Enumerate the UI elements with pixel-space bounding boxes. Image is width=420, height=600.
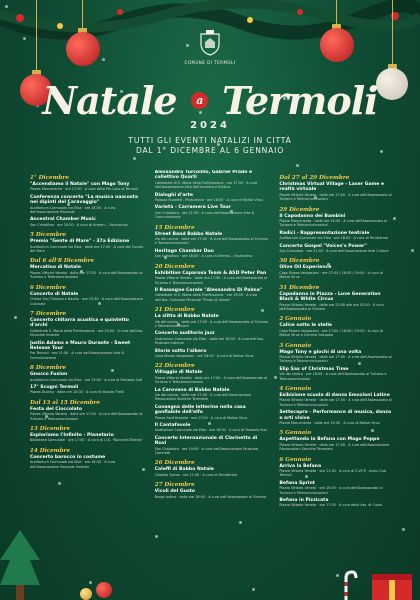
event-item <box>155 467 270 477</box>
program-column <box>279 170 394 590</box>
event-item <box>30 407 145 421</box>
event-item <box>155 489 270 499</box>
event-item <box>155 349 270 359</box>
event-item <box>279 265 394 279</box>
event-title: Gnocco Fusion <box>30 372 68 378</box>
event-details: Piazza Vittorio Veneto · dalle ore 17:00 · A cura dell'Assessorato al Turismo e Telecomunicazioni <box>154 375 268 385</box>
day-heading: 27 Dicembre <box>154 482 195 489</box>
snowflake-icon <box>133 157 136 160</box>
event-item <box>155 271 270 285</box>
event-item <box>30 433 145 443</box>
event-item <box>30 265 145 279</box>
event-title: Concerto barocco in costume <box>30 454 106 460</box>
event-title: Storie sotto l'albero <box>154 348 207 354</box>
event-title: Settecapra - Performance di musica, danza e arti visive <box>279 410 392 421</box>
day-heading: 6 Gennaio <box>279 456 312 463</box>
event-title: Festa del Cioccolato <box>30 406 83 412</box>
event-details: Biblioteca Comunale · ore 17:00 · A cura di I.I.S. "Boccardi-Tiberio" <box>30 438 143 443</box>
event-item <box>155 370 270 384</box>
event-item <box>155 205 270 219</box>
ornament-ball-icon <box>80 588 92 600</box>
event-title: Radici - Rappresentazione teatrale <box>279 230 370 236</box>
event-item <box>279 244 394 254</box>
event-title: Premio "Gente di Mare" - 37a Edizione <box>30 239 130 245</box>
event-item <box>30 318 145 338</box>
event-title: Caleffi di Babbo Natale <box>154 467 214 473</box>
event-details: Piazza Vittorio Veneto · dalle ore 17:00 · A cura dell'Assessorato al Turismo e Telecomunicazioni <box>30 270 143 280</box>
event-details: Casa Museo Vespasiani · ore 18:00 · A cura di Molise Virus <box>154 353 254 358</box>
event-details: Piazza Sant'Antonio · ore 17:00 · A cura di Molise Virus <box>154 415 248 420</box>
event-item <box>155 288 270 302</box>
event-details: Vie del centro · ore 18:00 · A cura dell'Assessorato al Turismo e Telecomunicazioni <box>279 372 387 381</box>
event-title: Consegna delle letterine nella casa gonfiabile dell'elfo <box>154 404 246 416</box>
event-item <box>155 170 270 190</box>
event-title: Street Band Babbo Natale <box>154 231 223 237</box>
event-details: Auditorium Comunale via Elba · ore 18:00 · A cura di Terraferma <box>279 236 389 241</box>
event-item <box>279 182 394 202</box>
event-item <box>30 455 145 469</box>
event-details: San Cristoforo · ore 21:00 · A cura dell'Associazione Arte Culture <box>279 249 389 254</box>
event-title: Calice sotto le stelle <box>279 323 333 329</box>
event-title: Heritage Chamber Duo <box>154 248 214 254</box>
event-item <box>279 367 394 381</box>
snowflake-icon <box>411 249 414 252</box>
event-details: Auditorium Comunale via Elba · ore 18:30 · A cura dell'Associazione Musicale Insieme <box>30 460 116 469</box>
event-title: La slitta di Babbo Natale <box>154 314 219 320</box>
event-title: Ancestral Chamber Music <box>30 217 96 223</box>
event-item <box>30 341 145 361</box>
event-details: Borgo antico · dalle ore 18:00 · A cura dell'Assessorato al Turismo <box>154 494 267 499</box>
snowflake-icon <box>296 164 299 167</box>
event-item <box>279 410 394 425</box>
event-title: 17° Scugnì Termoli <box>30 384 79 390</box>
event-details: Palazzo Ruzzetti - Pinacoteca · ore 18:00 · A cura di Molise Virus <box>154 198 264 203</box>
event-details: Piazza Vittorio Veneto · dalle ore 17:00 · A cura dell'Associazione Rievocazioni Storiche Termolesi <box>279 442 390 452</box>
candy-cane-icon <box>342 570 358 600</box>
event-title: Concerto chitarra acustica e quintetto d'archi <box>30 317 129 329</box>
event-title: "Accendiamo il Natale" con Mago Tony <box>30 182 130 187</box>
event-details: Piazza Vittorio Veneto · ore 17:30 · A cura della Ass. di Cuola <box>279 503 383 508</box>
event-details: Pro Termoli · ore 21:00 · A cura dell'Associazione Arte & Comunicazione <box>30 351 125 360</box>
event-details: Piazza Vittorio Veneto · dalle ore 17:00 · A cura dell'Assessorato al Turismo e Telecomunicazioni <box>154 276 268 285</box>
snowflake-icon <box>14 316 17 319</box>
day-heading: 13 Dicembre <box>30 426 71 432</box>
event-item <box>155 232 270 246</box>
event-item <box>155 249 270 259</box>
event-item <box>279 481 394 495</box>
day-heading: 26 Dicembre <box>154 460 195 467</box>
event-title: Befana Sprint <box>279 480 315 486</box>
event-title: Concerto Internazionale di Clarinetto di Nuvi <box>154 435 258 447</box>
event-item <box>155 423 270 433</box>
event-title: La Carovana di Babbo Natale <box>154 387 230 393</box>
event-details: Casa Museo Vespasiani · ore 17:00 / 18:00 / 19:00 · A cura di Molise Virus e Cantine Gacagna <box>279 328 383 338</box>
event-details: Piazza Vittorio Veneto · dalle ore 17:00 · A cura dell'Assessorato al Turismo e Telecomunicazioni <box>30 412 143 421</box>
event-details: Auditorium Comunale via Elba · dalle ore 18:00 · A cura dell'Ass. Musicale Insieme <box>154 336 265 346</box>
page-title <box>0 78 420 123</box>
event-title: Alessandro Turcolillo, Gabriel Prado e collettivo Quarti <box>154 170 253 181</box>
event-title: Mago Tony e giochi di una volta <box>279 349 362 355</box>
snowflake-icon <box>380 150 383 153</box>
event-title: Concerto di Natale <box>30 291 79 297</box>
ornament-ball-icon <box>66 32 100 66</box>
event-title: Conferenza concerto "La musica nascosta nei dipinti del Caravaggio" <box>30 194 138 206</box>
event-details: Piazza Vittorio Veneto · dalle ore 17:00 · A cura dell'Assessorato al Turismo e Telecomunicazioni <box>279 398 392 407</box>
event-title: Befana in Pizzicata <box>279 498 329 504</box>
event-details: Piazza Vittorio Veneto · ore 15:00 · A cura dell'Assessorato al Turismo e Telecomunicazioni <box>279 486 383 495</box>
day-heading: 15 Dicembre <box>154 224 195 231</box>
event-details: Piazza Monumento · ore 17:00 · A cura della Pro Loco di Termoli <box>30 187 138 192</box>
event-details: Castello Svevo · ore 11:00 · A cura di Terraferma <box>154 472 237 477</box>
program-column <box>30 170 145 590</box>
event-item <box>155 314 270 328</box>
event-item <box>279 498 394 508</box>
day-heading: 8 Dicembre <box>30 365 67 372</box>
event-item <box>279 323 394 337</box>
event-details: Cattedrale di S. Maria della Purificazione · ore 19:00 · A cura dell'Ass. Culturale Musicale "Punto di Valore" <box>154 293 258 302</box>
event-title: Esibizione scuola di danza Emozioni Latine <box>279 392 390 398</box>
event-title: Elip Sax of Christmas Time <box>279 366 349 372</box>
event-item <box>279 231 394 241</box>
title-natale: Natale <box>42 78 177 123</box>
event-item <box>30 195 145 215</box>
event-title: Mercatino di Natale <box>30 265 81 271</box>
gift-box-icon <box>372 572 412 600</box>
event-details: Piazza Monumento · dalle ore 19:00 · A cura di Molise Virus <box>279 421 380 425</box>
day-heading: 1° Dicembre <box>30 175 69 181</box>
day-heading: 14 Dicembre <box>30 447 71 454</box>
day-heading: 6 Dicembre <box>30 284 67 291</box>
event-item <box>30 372 145 382</box>
event-details: Vie del centro · dalle ore 17:00 · A cura dell'Associazione Rievocazioni Storiche Termolesi <box>154 393 252 402</box>
event-title: Arriva la Befana <box>279 463 322 469</box>
event-details: Via del centro · dalle ore 17:00 · A cura dell'Assessorato al Turismo e Telecomunicazioni <box>154 237 268 246</box>
event-item <box>30 292 145 306</box>
event-details: Piazza Vittorio Veneto · dalle ore 17:00 · A cura dell'Assessorato al Turismo e Telecomunicazioni <box>279 354 392 364</box>
event-item <box>30 385 145 395</box>
event-item <box>155 388 270 402</box>
year-label: 2024 <box>190 120 230 131</box>
event-item <box>279 292 394 312</box>
event-details: San Cristoforo · ore 21:00 · A cura dell'Associazione Arte & Comunicazione <box>154 210 255 220</box>
event-details: Auditorium Comunale via Elba · dalle ore 17:00 · A cura del Circolo del Mare <box>30 244 144 254</box>
event-details: Piazza Vittorio Veneto · ore 11:30 · A cura di S.V.F.P., Liceo Club Termoli <box>279 469 387 478</box>
event-details: San Cristoforo · ore 18:00 · A cura di Artemu - Ossicorrivo <box>154 254 253 259</box>
event-item <box>279 393 394 407</box>
title-termoli: Termoli <box>222 78 378 123</box>
event-details: Piazza Vittorio Veneto · dalle ore 17:00 · A cura dell'Assessorato al Turismo e Telecomunicazioni <box>279 192 392 202</box>
program-columns <box>30 170 394 590</box>
event-item <box>279 214 394 228</box>
subtitle: TUTTI GLI EVENTI NATALIZI IN CITTÀ DAL 1° DICEMBRE AL 6 GENNAIO <box>128 136 292 155</box>
event-title: Esploriamo l'Infinito - Planetario <box>30 433 114 438</box>
event-title: Villaggio di Natale <box>154 370 203 376</box>
snowflake-icon <box>402 528 405 531</box>
event-title: Il Cantafavole <box>154 423 191 429</box>
event-details: Auditorium Comunale via Elba · ore 18:00 · A cura dell'Associazione Musicale <box>30 205 116 215</box>
event-title: Dialoghi d'arte <box>154 192 193 198</box>
day-heading: 2 Gennaio <box>279 316 312 323</box>
day-heading: 22 Dicembre <box>154 363 195 370</box>
event-item <box>279 350 394 364</box>
event-details: Piazza Monumento · dalle ore 16:00 · A cura dell'Assessorato al Turismo e Telecomunicazioni <box>279 219 387 228</box>
event-details: Casa Museo Vespasiani · ore 17:00 / 18:00 / 19:00 · A cura di Molise Virus <box>279 270 383 280</box>
title-a-badge: a <box>191 92 208 109</box>
event-details: San Cristoforo · ore 19:00 · A cura dell'Associazione Musicale Clarinetti <box>154 446 259 456</box>
day-heading: 31 Dicembre <box>279 284 320 291</box>
day-heading: 4 Gennaio <box>279 385 312 392</box>
program-column <box>155 170 270 590</box>
event-item <box>155 331 270 345</box>
ornament-ball-icon <box>320 28 354 62</box>
event-title: Capodanno in Piazza - Love Generation Black & White Circus <box>279 291 381 303</box>
event-item <box>30 239 145 253</box>
event-details: Auditorium Comunale via Elba · ore 19:00 · A cura di Fantasia Sud <box>30 377 142 382</box>
event-details: Piazza Duomo · dalle ore 10:00 · A cura di Nunzia Tirelli <box>30 390 124 395</box>
event-title: Exhibition Caparosa Team & ASD Peter Pan <box>154 270 267 276</box>
event-details: Chiesa San Timoteo e Basilio · ore 19:30 · A cura dell'Associazione Culturale <box>30 297 143 306</box>
day-heading: 7 Dicembre <box>30 310 67 317</box>
event-item <box>279 437 394 451</box>
day-heading: 5 Gennaio <box>279 430 312 437</box>
event-item <box>155 193 270 203</box>
ornament-ball-icon <box>96 582 112 598</box>
day-heading: Dal 6 all'8 Dicembre <box>30 258 95 265</box>
day-heading: Dal 27 al 29 Dicembre <box>279 175 350 181</box>
day-heading: 20 Dicembre <box>154 263 195 270</box>
day-heading: 3 Gennaio <box>279 342 312 349</box>
event-title: Christmas Virtual Village - Laser Game e realtà virtuale <box>279 182 385 193</box>
event-title: Justin Adams e Mauro Durante - Sweet Release Tour <box>30 340 131 351</box>
municipal-crest-icon <box>199 30 221 56</box>
event-title: Concerto auditorio jazz <box>154 331 215 337</box>
day-heading: 5 Dicembre <box>30 232 67 239</box>
christmas-tree-icon <box>0 530 40 600</box>
comune-label: COMUNE DI TERMOLI <box>184 60 236 65</box>
event-title: Vicoli del Gusto <box>154 489 196 495</box>
event-title: Concerto Gospel "Voices's Power" <box>279 243 367 249</box>
event-details: Auditorium Comunale via Elba · ore 18:00 · A cura di Fantasia Sud <box>154 428 267 433</box>
event-item <box>30 182 145 192</box>
event-item <box>30 217 145 227</box>
event-title: Il Capodanno dei Bambini <box>279 213 346 219</box>
event-title: Olive Oil Experience <box>279 265 332 271</box>
event-item <box>155 405 270 420</box>
day-heading: Dal 13 al 15 Dicembre <box>30 399 100 406</box>
event-details: Vie del centro · dalle ore 17:00 · A cura dell'Assessorato al Turismo e Telecomunicazioni <box>154 319 268 328</box>
day-heading: 30 Dicembre <box>279 258 320 265</box>
event-title: Aspettando la Befana con Mago Peppe <box>279 437 380 443</box>
event-title: Il Rassegne Corale "Alessandro Di Palma" <box>154 287 263 293</box>
event-details: Cattedrale S. Maria della Purificazione · ore 19:00 · A cura dell'Ass. Musicale Insieme <box>30 328 144 338</box>
event-details: Cattedrale di S. Maria della Purificazione · ore 17:30 · A cura dell'Associazione Arte dell'Incontro e Kcilbus <box>154 180 258 190</box>
event-item <box>155 436 270 456</box>
event-details: Piazza Vittorio Veneto · dalle ore 22:00 alle ore 02:00 · A cura dell'Assessorato al Turismo <box>279 302 384 311</box>
event-title: Varietà - Carramera Live Tour <box>154 205 231 211</box>
day-heading: 21 Dicembre <box>154 307 195 314</box>
day-heading: 29 Dicembre <box>279 206 320 213</box>
event-details: San Cristoforo · ore 20:00 · A cura di Artemu - Ossicorrivo <box>30 222 128 227</box>
event-item <box>279 464 394 478</box>
